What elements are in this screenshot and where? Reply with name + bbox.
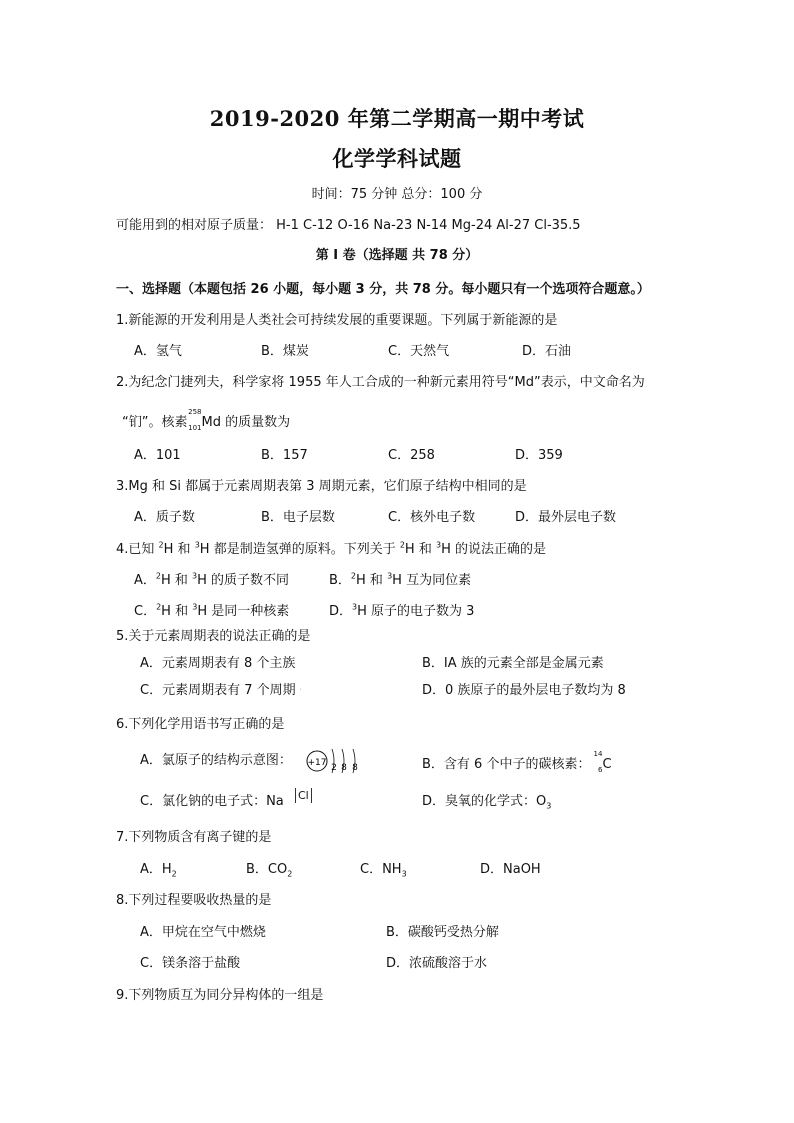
q8-option-d: D．浓硫酸溶于水 bbox=[386, 956, 488, 971]
chloride-electron-formula: Cl bbox=[295, 788, 312, 803]
q8-stem: 8.下列过程要吸收热量的是 bbox=[116, 893, 272, 908]
q4-stem: 4.已知 $^2$H 和 $^3$H 都是制造氢弹的原料。下列关于 $^2$H 和 $^3$H 的说法正确的是 bbox=[116, 540, 546, 557]
carbon-nuclide: 14 6 bbox=[593, 750, 603, 774]
q5-option-c: C．元素周期表有 7 个周期 · bbox=[140, 683, 302, 698]
q2-option-a: A．101 bbox=[134, 448, 181, 463]
q1-stem: 1.新能源的开发利用是人类社会可持续发展的重要课题。下列属于新能源的是 bbox=[116, 313, 558, 328]
q6-option-b: B．含有 6 个中子的碳核素： 14 6 C bbox=[422, 750, 612, 774]
q7-stem: 7.下列物质含有离子键的是 bbox=[116, 830, 272, 845]
time-info: 时间：75 分钟 总分：100 分 bbox=[311, 187, 483, 202]
q6-option-d: D．臭氧的化学式：$O_3$ bbox=[422, 794, 552, 811]
q9-stem: 9.下列物质互为同分异构体的一组是 bbox=[116, 988, 324, 1003]
nucleus-charge: +17 bbox=[307, 758, 327, 768]
q1-option-b: B．煤炭 bbox=[261, 344, 309, 359]
part-title: 一、选择题（本题包括 26 小题，每小题 3 分，共 78 分。每小题只有一个选项符合题意。） bbox=[116, 282, 650, 297]
q2-option-d: D．359 bbox=[515, 448, 563, 463]
q5-option-b: B．ⅠA 族的元素全部是金属元素 bbox=[422, 656, 604, 671]
q1-option-d: D．石油 bbox=[522, 344, 572, 359]
q6-option-a: A．氯原子的结构示意图： bbox=[140, 753, 292, 768]
q4-option-a: A．$^2$H 和 $^3$H 的质子数不同 bbox=[134, 571, 290, 588]
q1-option-a: A．氢气 bbox=[134, 344, 182, 359]
q2-stem: 2.为纪念门捷列夫，科学家将 1955 年人工合成的一种新元素用符号“Md”表示，中文命名为 bbox=[116, 375, 645, 390]
md-nuclide: 258 101 bbox=[188, 408, 202, 432]
q8-option-c: C．镁条溶于盐酸 bbox=[140, 956, 241, 971]
exam-subtitle: 化学学科试题 bbox=[332, 146, 462, 171]
q4-option-c: C．$^2$H 和 $^3$H 是同一种核素 bbox=[134, 602, 290, 619]
shell-3-electrons: 8 bbox=[352, 763, 358, 773]
q2-option-b: B．157 bbox=[261, 448, 308, 463]
q6-stem: 6.下列化学用语书写正确的是 bbox=[116, 717, 285, 732]
stray-dot: · bbox=[299, 686, 302, 694]
atomic-masses: 可能用到的相对原子质量： H-1 C-12 O-16 Na-23 N-14 Mg-24 Al-27 Cl-35.5 bbox=[116, 218, 581, 233]
q3-option-a: A．质子数 bbox=[134, 510, 195, 525]
q5-stem: 5.关于元素周期表的说法正确的是 bbox=[116, 629, 311, 644]
shell-1-electrons: 2 bbox=[331, 763, 337, 773]
q8-option-b: B．碳酸钙受热分解 bbox=[386, 925, 499, 940]
q7-option-b: B．$CO_2$ bbox=[246, 862, 293, 879]
q5-option-d: D．0 族原子的最外层电子数均为 8 bbox=[422, 683, 626, 698]
q2-stem-line2: “钔”。核素 258 101 Md 的质量数为 bbox=[122, 408, 291, 432]
q3-stem: 3.Mg 和 Si 都属于元素周期表第 3 周期元素，它们原子结构中相同的是 bbox=[116, 479, 527, 494]
q4-option-d: D．$^3$H 原子的电子数为 3 bbox=[329, 602, 475, 619]
q8-option-a: A．甲烷在空气中燃烧 bbox=[140, 925, 266, 940]
q3-option-b: B．电子层数 bbox=[261, 510, 335, 525]
q3-option-d: D．最外层电子数 bbox=[515, 510, 617, 525]
chlorine-atom-structure-diagram bbox=[305, 744, 365, 778]
shell-2-electrons: 8 bbox=[341, 763, 347, 773]
q2-option-c: C．258 bbox=[388, 448, 435, 463]
q7-option-d: D．NaOH bbox=[480, 862, 541, 877]
q7-option-c: C．$NH_3$ bbox=[360, 862, 407, 879]
exam-title: 2019-2020 年第二学期高一期中考试 bbox=[209, 106, 585, 131]
q3-option-c: C．核外电子数 bbox=[388, 510, 476, 525]
q4-option-b: B．$^2$H 和 $^3$H 互为同位素 bbox=[329, 571, 472, 588]
q5-option-a: A．元素周期表有 8 个主族 bbox=[140, 656, 296, 671]
q1-option-c: C．天然气 bbox=[388, 344, 450, 359]
q6-option-c: C．氯化钠的电子式：Na bbox=[140, 794, 284, 809]
q7-option-a: A．$H_2$ bbox=[140, 862, 177, 879]
volume-title: 第 I 卷（选择题 共 78 分） bbox=[315, 248, 479, 263]
